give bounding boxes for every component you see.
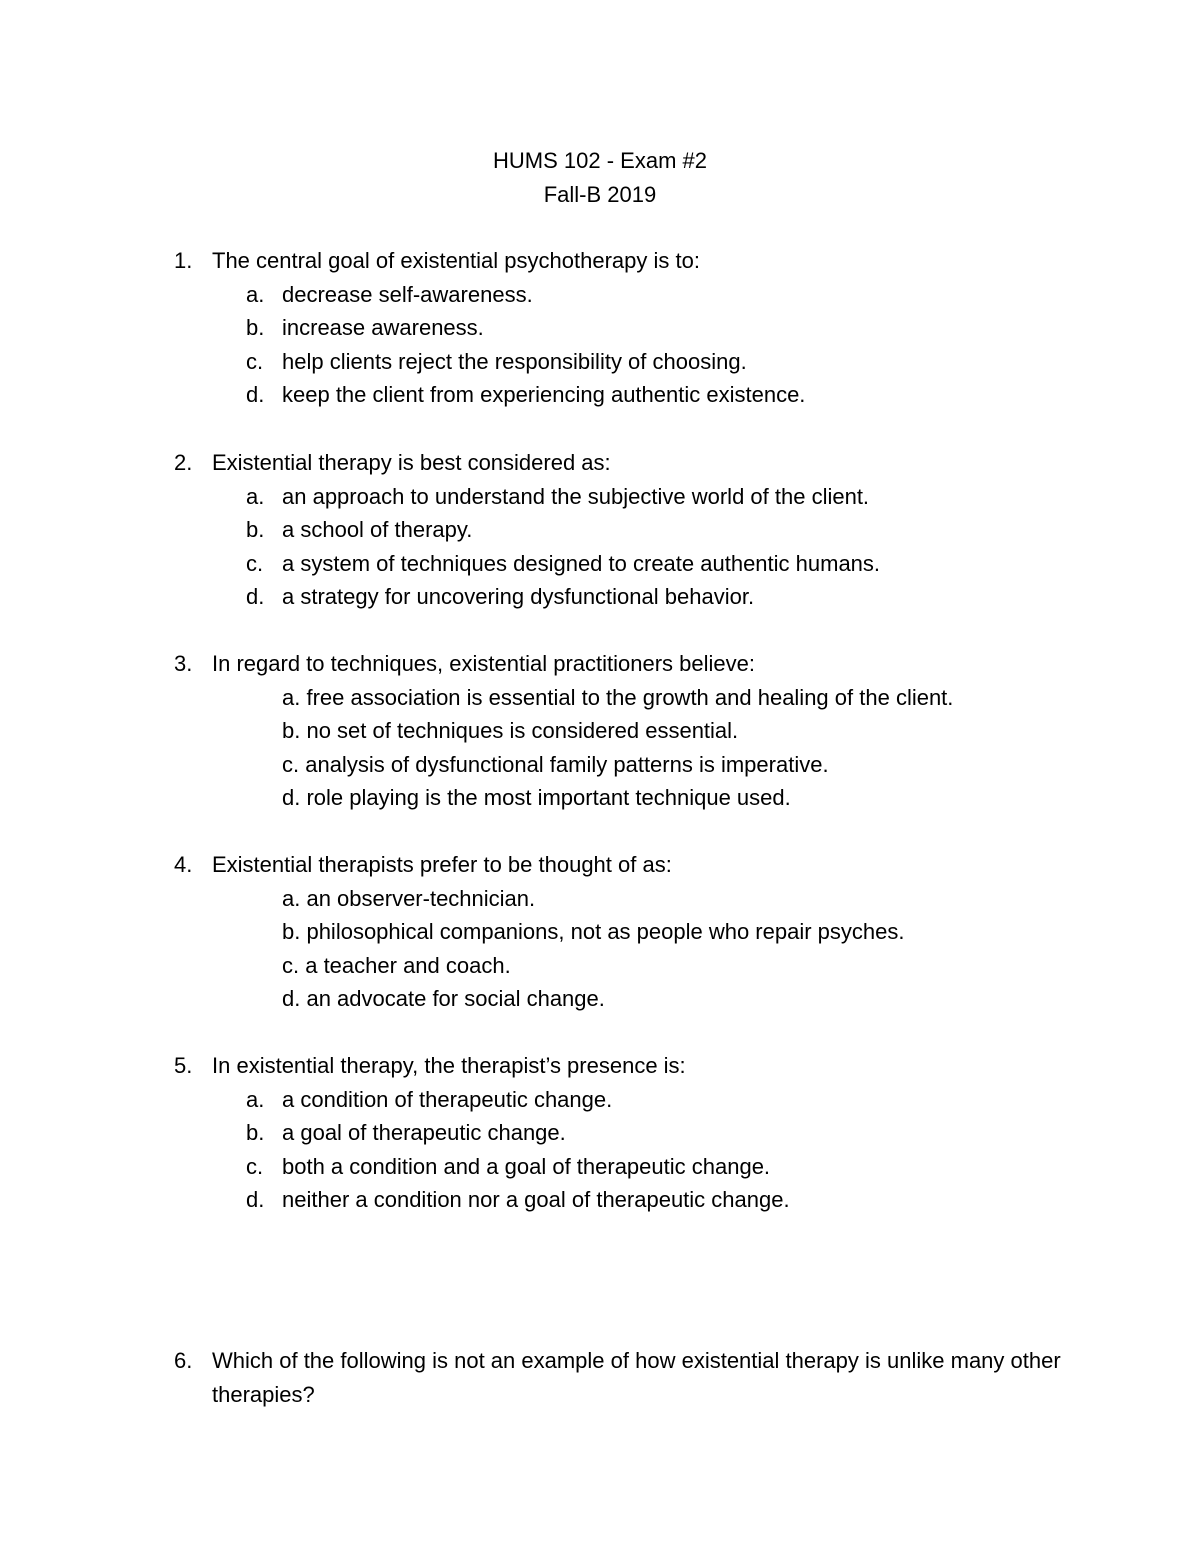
option-c: c. a teacher and coach. (282, 952, 511, 978)
question-stem (174, 244, 1074, 278)
option-text: help clients reject the responsibility of choosing. (282, 348, 747, 374)
option-c (174, 345, 1074, 379)
option-text: keep the client from experiencing authentic existence. (282, 382, 806, 407)
question-stem (174, 1049, 1074, 1083)
option-b: b. no set of techniques is considered essential. (282, 718, 739, 743)
question-3 (174, 647, 1074, 815)
option-d (174, 1183, 1074, 1217)
option-b (174, 1116, 1074, 1150)
option-letter: b. (246, 517, 265, 542)
option-text: a goal of therapeutic change. (282, 1120, 566, 1145)
option-letter: a. (246, 483, 265, 509)
question-text: In regard to techniques, existential practitioners believe: (212, 651, 755, 676)
option-letter: c. (246, 1153, 264, 1179)
option-text: a strategy for uncovering dysfunctional behavior. (282, 584, 755, 609)
question-text: In existential therapy, the therapist’s presence is: (212, 1053, 686, 1078)
question-stem (174, 446, 1074, 480)
option-letter: d. (246, 584, 265, 609)
option-text: a system of techniques designed to create authentic humans. (282, 550, 881, 576)
option-c: c. analysis of dysfunctional family patterns is imperative. (282, 751, 829, 777)
option-a: a. free association is essential to the growth and healing of the client. (282, 684, 954, 710)
question-number: 1. (174, 248, 193, 273)
option-a: a. an observer-technician. (282, 885, 536, 911)
option-letter: b. (246, 1120, 265, 1145)
option-b (174, 311, 1074, 345)
option-text: decrease self-awareness. (282, 281, 533, 307)
question-1 (174, 244, 1074, 412)
option-b: b. philosophical companions, not as people who repair psyches. (282, 919, 905, 944)
question-text: The central goal of existential psychotherapy is to: (212, 248, 700, 273)
question-number: 6. (174, 1348, 193, 1373)
question-text: Existential therapists prefer to be thought of as: (212, 852, 672, 877)
option-text: a condition of therapeutic change. (282, 1086, 613, 1112)
option-letter: a. (246, 1086, 265, 1112)
question-stem (174, 647, 1074, 681)
exam-title: HUMS 102 - Exam #2 (493, 148, 707, 173)
option-letter: b. (246, 315, 265, 340)
option-text: both a condition and a goal of therapeutic change. (282, 1153, 771, 1179)
option-c (174, 547, 1074, 581)
question-stem (174, 848, 1074, 882)
option-a (174, 480, 1074, 514)
option-c (174, 1150, 1074, 1184)
option-letter: a. (246, 281, 265, 307)
question-stem (174, 1344, 1074, 1411)
option-letter: d. (246, 382, 265, 407)
question-5 (174, 1049, 1074, 1217)
option-b (174, 513, 1074, 547)
option-a (174, 1083, 1074, 1117)
question-number: 3. (174, 651, 193, 676)
question-number: 5. (174, 1053, 193, 1078)
option-d (174, 580, 1074, 614)
question-4 (174, 848, 1074, 1016)
option-text: neither a condition nor a goal of therapeutic change. (282, 1187, 790, 1212)
question-number: 2. (174, 450, 193, 475)
question-text: Existential therapy is best considered as: (212, 450, 611, 475)
option-letter: c. (246, 550, 264, 576)
option-text: an approach to understand the subjective world of the client. (282, 483, 870, 509)
option-d: d. role playing is the most important technique used. (282, 785, 791, 810)
option-d: d. an advocate for social change. (282, 986, 605, 1011)
option-a (174, 278, 1074, 312)
exam-term: Fall-B 2019 (543, 182, 657, 207)
option-text: a school of therapy. (282, 517, 473, 542)
option-letter: d. (246, 1187, 265, 1212)
option-letter: c. (246, 348, 264, 374)
question-number: 4. (174, 852, 193, 877)
question-2 (174, 446, 1074, 614)
question-6 (174, 1344, 1074, 1411)
question-text: Which of the following is not an example of how existential therapy is unlike many other therapies? (212, 1348, 1061, 1407)
option-text: increase awareness. (282, 315, 484, 340)
option-d (174, 378, 1074, 412)
